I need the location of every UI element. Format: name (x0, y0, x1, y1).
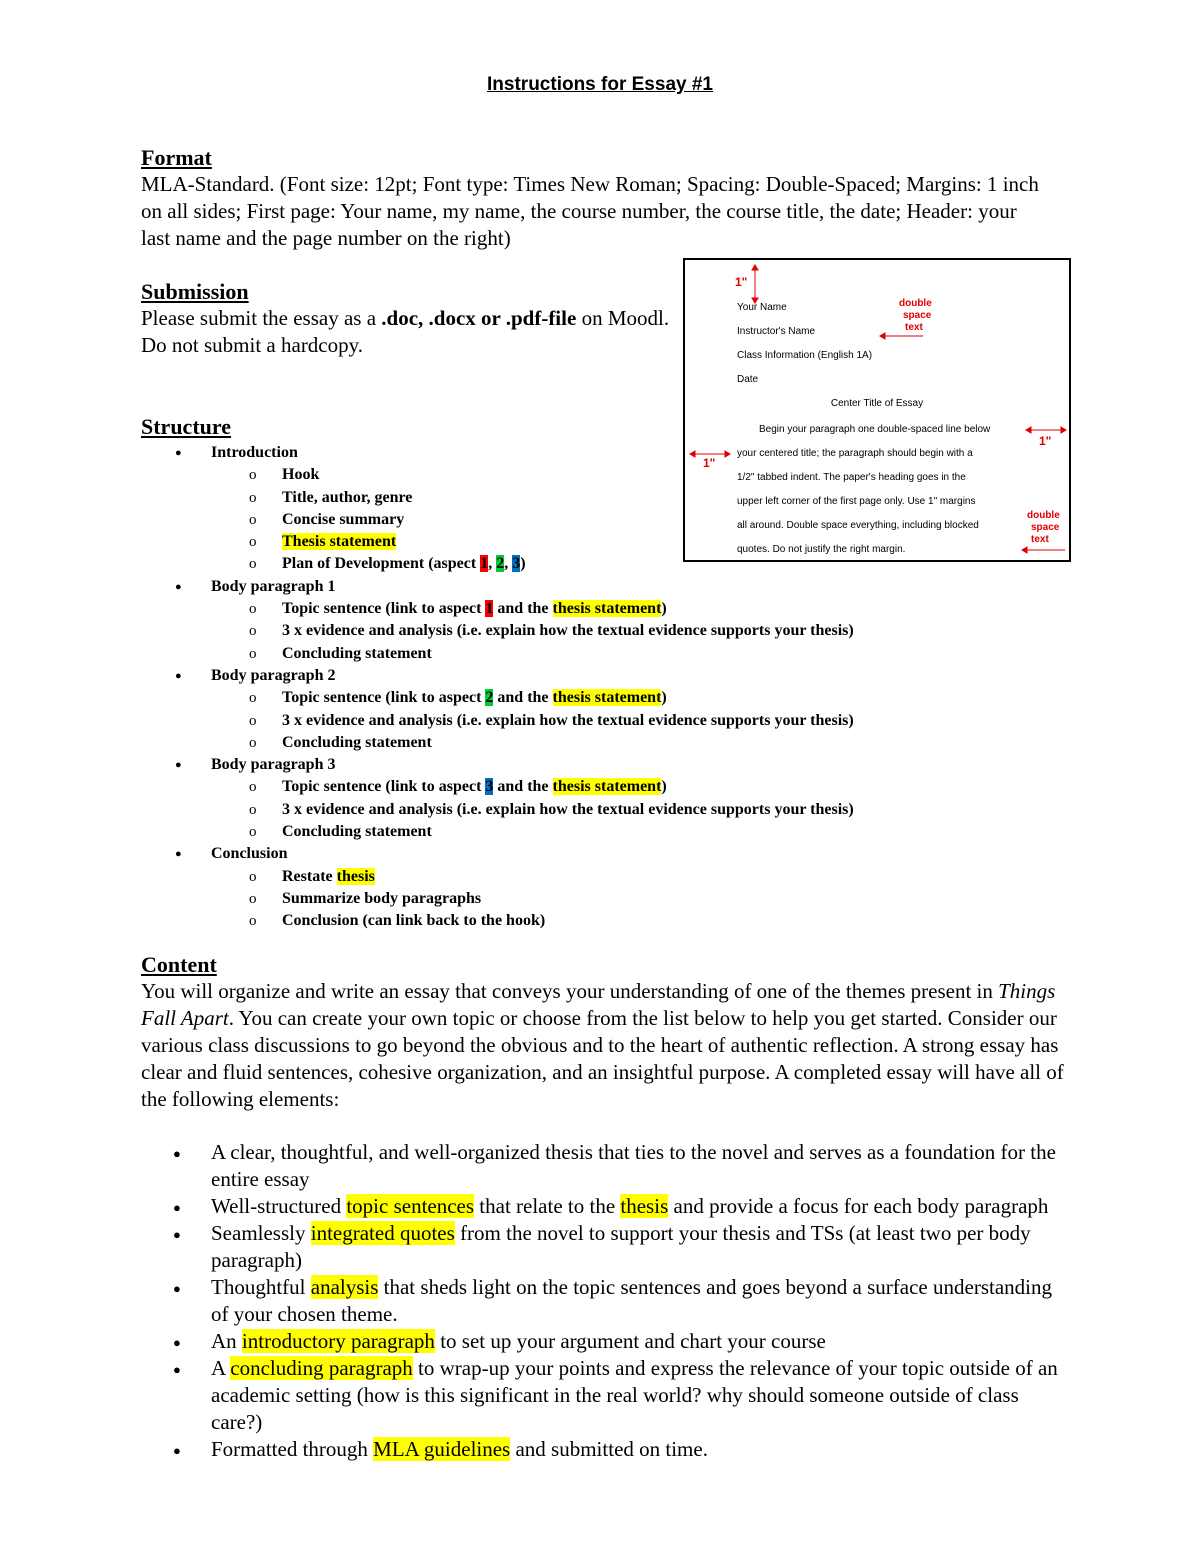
outline-restate-thesis (141, 866, 941, 888)
double-space-label-bottom-2: space (1031, 522, 1060, 533)
outline-concluding-2: o Concluding statement (141, 732, 941, 754)
right-margin-label: 1" (1039, 434, 1052, 448)
submission-hardcopy: Do not submit a hardcopy. (141, 333, 364, 357)
outline-evidence-3: o 3 x evidence and analysis (i.e. explain how the textual evidence supports your thesis) (141, 799, 941, 821)
diagram-para-line-6: quotes. Do not justify the right margin. (737, 544, 906, 555)
aspect-3-badge: 3 (512, 555, 521, 573)
structure-heading: Structure (141, 414, 232, 439)
highlight: topic sentences (346, 1194, 475, 1218)
item-text: Formatted through (211, 1437, 374, 1461)
diagram-para-line-2: your centered title; the paragraph should begin with a (737, 448, 973, 459)
diagram-para-line-1: Begin your paragraph one double-spaced line below (759, 424, 991, 435)
item-text: and submitted on time. (510, 1437, 708, 1461)
topic-text: Topic sentence (link to aspect (282, 778, 486, 796)
format-section (141, 144, 1041, 252)
element-introductory-paragraph (141, 1328, 1071, 1355)
diagram-para-line-5: all around. Double space everything, including blocked (737, 520, 979, 531)
aspect-1-badge: 1 (480, 555, 489, 573)
diagram-date: Date (737, 374, 759, 385)
diagram-class-info: Class Information (English 1A) (737, 350, 873, 361)
outline-title-author-genre: o Title, author, genre (141, 487, 941, 509)
submission-section (141, 278, 671, 359)
diagram-para-line-4: upper left corner of the first page only. Use 1" margins (737, 496, 976, 507)
thesis-highlight: thesis statement (552, 600, 662, 618)
outline-topic-sentence-1 (141, 598, 941, 620)
diagram-instructor: Instructor's Name (737, 326, 816, 337)
double-space-label-bottom-3: text (1031, 534, 1049, 545)
separator: , (488, 555, 497, 573)
separator: , (504, 555, 513, 573)
close-paren: ) (661, 689, 667, 707)
outline-concise-summary: o Concise summary (141, 509, 941, 531)
mla-format-diagram (683, 258, 1071, 562)
highlight: concluding paragraph (230, 1356, 413, 1380)
outline-concluding-1: o Concluding statement (141, 643, 941, 665)
outline-body-1: ● Body paragraph 1 (141, 576, 941, 598)
diagram-center-title: Center Title of Essay (830, 398, 924, 409)
item-text: Well-structured (211, 1194, 347, 1218)
element-integrated-quotes (141, 1220, 1071, 1274)
left-margin-label: 1" (703, 456, 716, 470)
topic-mid: and the (493, 600, 553, 618)
element-analysis (141, 1274, 1071, 1328)
content-text-post: . You can create your own topic or choose from the list below to help you get started. Consider our various class discussions to go beyond the obvious and to the heart of authentic reflection. A strong essay has clear and fluid sentences, cohesive organization, and an insightful purpose. A completed essay will have all of the following elements: (141, 1006, 1064, 1111)
double-space-label-top-2: space (903, 310, 932, 321)
topic-mid: and the (493, 778, 553, 796)
item-text: to wrap-up your points and express the relevance of your topic outside of an academic setting (how is this significant in the real world? why should someone outside of class care?) (211, 1356, 1058, 1434)
elements-list (141, 1139, 1071, 1463)
outline-topic-sentence-3 (141, 776, 941, 798)
outline-conclusion: ● Conclusion (141, 843, 941, 865)
item-text: and provide a focus for each body paragraph (668, 1194, 1049, 1218)
top-margin-label: 1" (735, 275, 748, 289)
element-topic-sentences (141, 1193, 1071, 1220)
highlight: introductory paragraph (241, 1329, 435, 1353)
outline-body-2: ● Body paragraph 2 (141, 665, 941, 687)
content-section (141, 951, 1071, 1463)
thesis-highlight: thesis (336, 867, 375, 885)
diagram-your-name: Your Name (737, 302, 787, 313)
element-thesis: ● A clear, thoughtful, and well-organized thesis that ties to the novel and serves as a foundation for the entire essay (141, 1139, 1071, 1193)
outline-evidence-1: o 3 x evidence and analysis (i.e. explain how the textual evidence supports your thesis) (141, 620, 941, 642)
item-text: that sheds light on the topic sentences and goes beyond a surface understanding of your chosen theme. (211, 1275, 1052, 1326)
content-text-pre: You will organize and write an essay that conveys your understanding of one of the themes present in (141, 979, 999, 1003)
topic-text: Topic sentence (link to aspect (282, 689, 486, 707)
aspect-2-badge: 2 (496, 555, 505, 573)
double-space-label-top-1: double (899, 298, 932, 309)
format-text: MLA-Standard. (Font size: 12pt; Font type: Times New Roman; Spacing: Double-Spaced; Margins: 1 inch on all sides; First page: Your name, my name, the course number, the course title, the date; Header: your last name and the page number on the right) (141, 172, 1039, 250)
close-paren: ) (661, 600, 667, 618)
double-space-label-bottom-1: double (1027, 510, 1060, 521)
item-text: Thoughtful (211, 1275, 311, 1299)
close-paren: ) (520, 555, 526, 573)
topic-text: Topic sentence (link to aspect (282, 600, 486, 618)
document-title: Instructions for Essay #1 (487, 74, 713, 95)
content-paragraph (141, 978, 1071, 1113)
submission-text (141, 305, 671, 332)
thesis-highlight: Thesis statement (282, 533, 397, 551)
outline-concluding-3: o Concluding statement (141, 821, 941, 843)
diagram-para-line-3: 1/2" tabbed indent. The paper's heading goes in the (737, 472, 966, 483)
content-heading: Content (141, 952, 217, 977)
outline-topic-sentence-2 (141, 687, 941, 709)
submission-text-post: on Moodl. (576, 306, 670, 330)
outline-hook: o Hook (141, 464, 941, 486)
thesis-highlight: thesis statement (552, 689, 662, 707)
highlight: thesis (620, 1194, 669, 1218)
outline-body-3: ● Body paragraph 3 (141, 754, 941, 776)
plan-text: Plan of Development (aspect (282, 555, 481, 573)
aspect-2-badge: 2 (485, 689, 494, 707)
format-heading: Format (141, 145, 212, 170)
element-concluding-paragraph (141, 1355, 1071, 1436)
outline-summarize: o Summarize body paragraphs (141, 888, 941, 910)
close-paren: ) (661, 778, 667, 796)
aspect-1-badge: 1 (485, 600, 494, 618)
topic-mid: and the (493, 689, 553, 707)
double-space-label-top-3: text (905, 322, 923, 333)
thesis-highlight: thesis statement (552, 778, 662, 796)
item-text: A (211, 1356, 231, 1380)
submission-heading: Submission (141, 279, 249, 304)
submission-text-pre: Please submit the essay as a (141, 306, 382, 330)
item-text: that relate to the (474, 1194, 621, 1218)
item-text: to set up your argument and chart your course (434, 1329, 826, 1353)
highlight: MLA guidelines (373, 1437, 511, 1461)
outline-conclusion-hook: o Conclusion (can link back to the hook) (141, 910, 941, 932)
novel-title: Things Fall Apart (141, 979, 1056, 1030)
highlight: integrated quotes (310, 1221, 455, 1245)
item-text: from the novel to support your thesis and TSs (at least two per body paragraph) (211, 1221, 1031, 1272)
element-mla-guidelines (141, 1436, 1071, 1463)
highlight: analysis (310, 1275, 379, 1299)
item-text: An (211, 1329, 242, 1353)
item-text: Seamlessly (211, 1221, 311, 1245)
restate-text: Restate (282, 867, 337, 885)
outline-introduction: ● Introduction (141, 442, 941, 464)
aspect-3-badge: 3 (485, 778, 494, 796)
file-types: .doc, .docx or .pdf-file (381, 306, 577, 330)
outline-evidence-2: o 3 x evidence and analysis (i.e. explain how the textual evidence supports your thesis) (141, 710, 941, 732)
